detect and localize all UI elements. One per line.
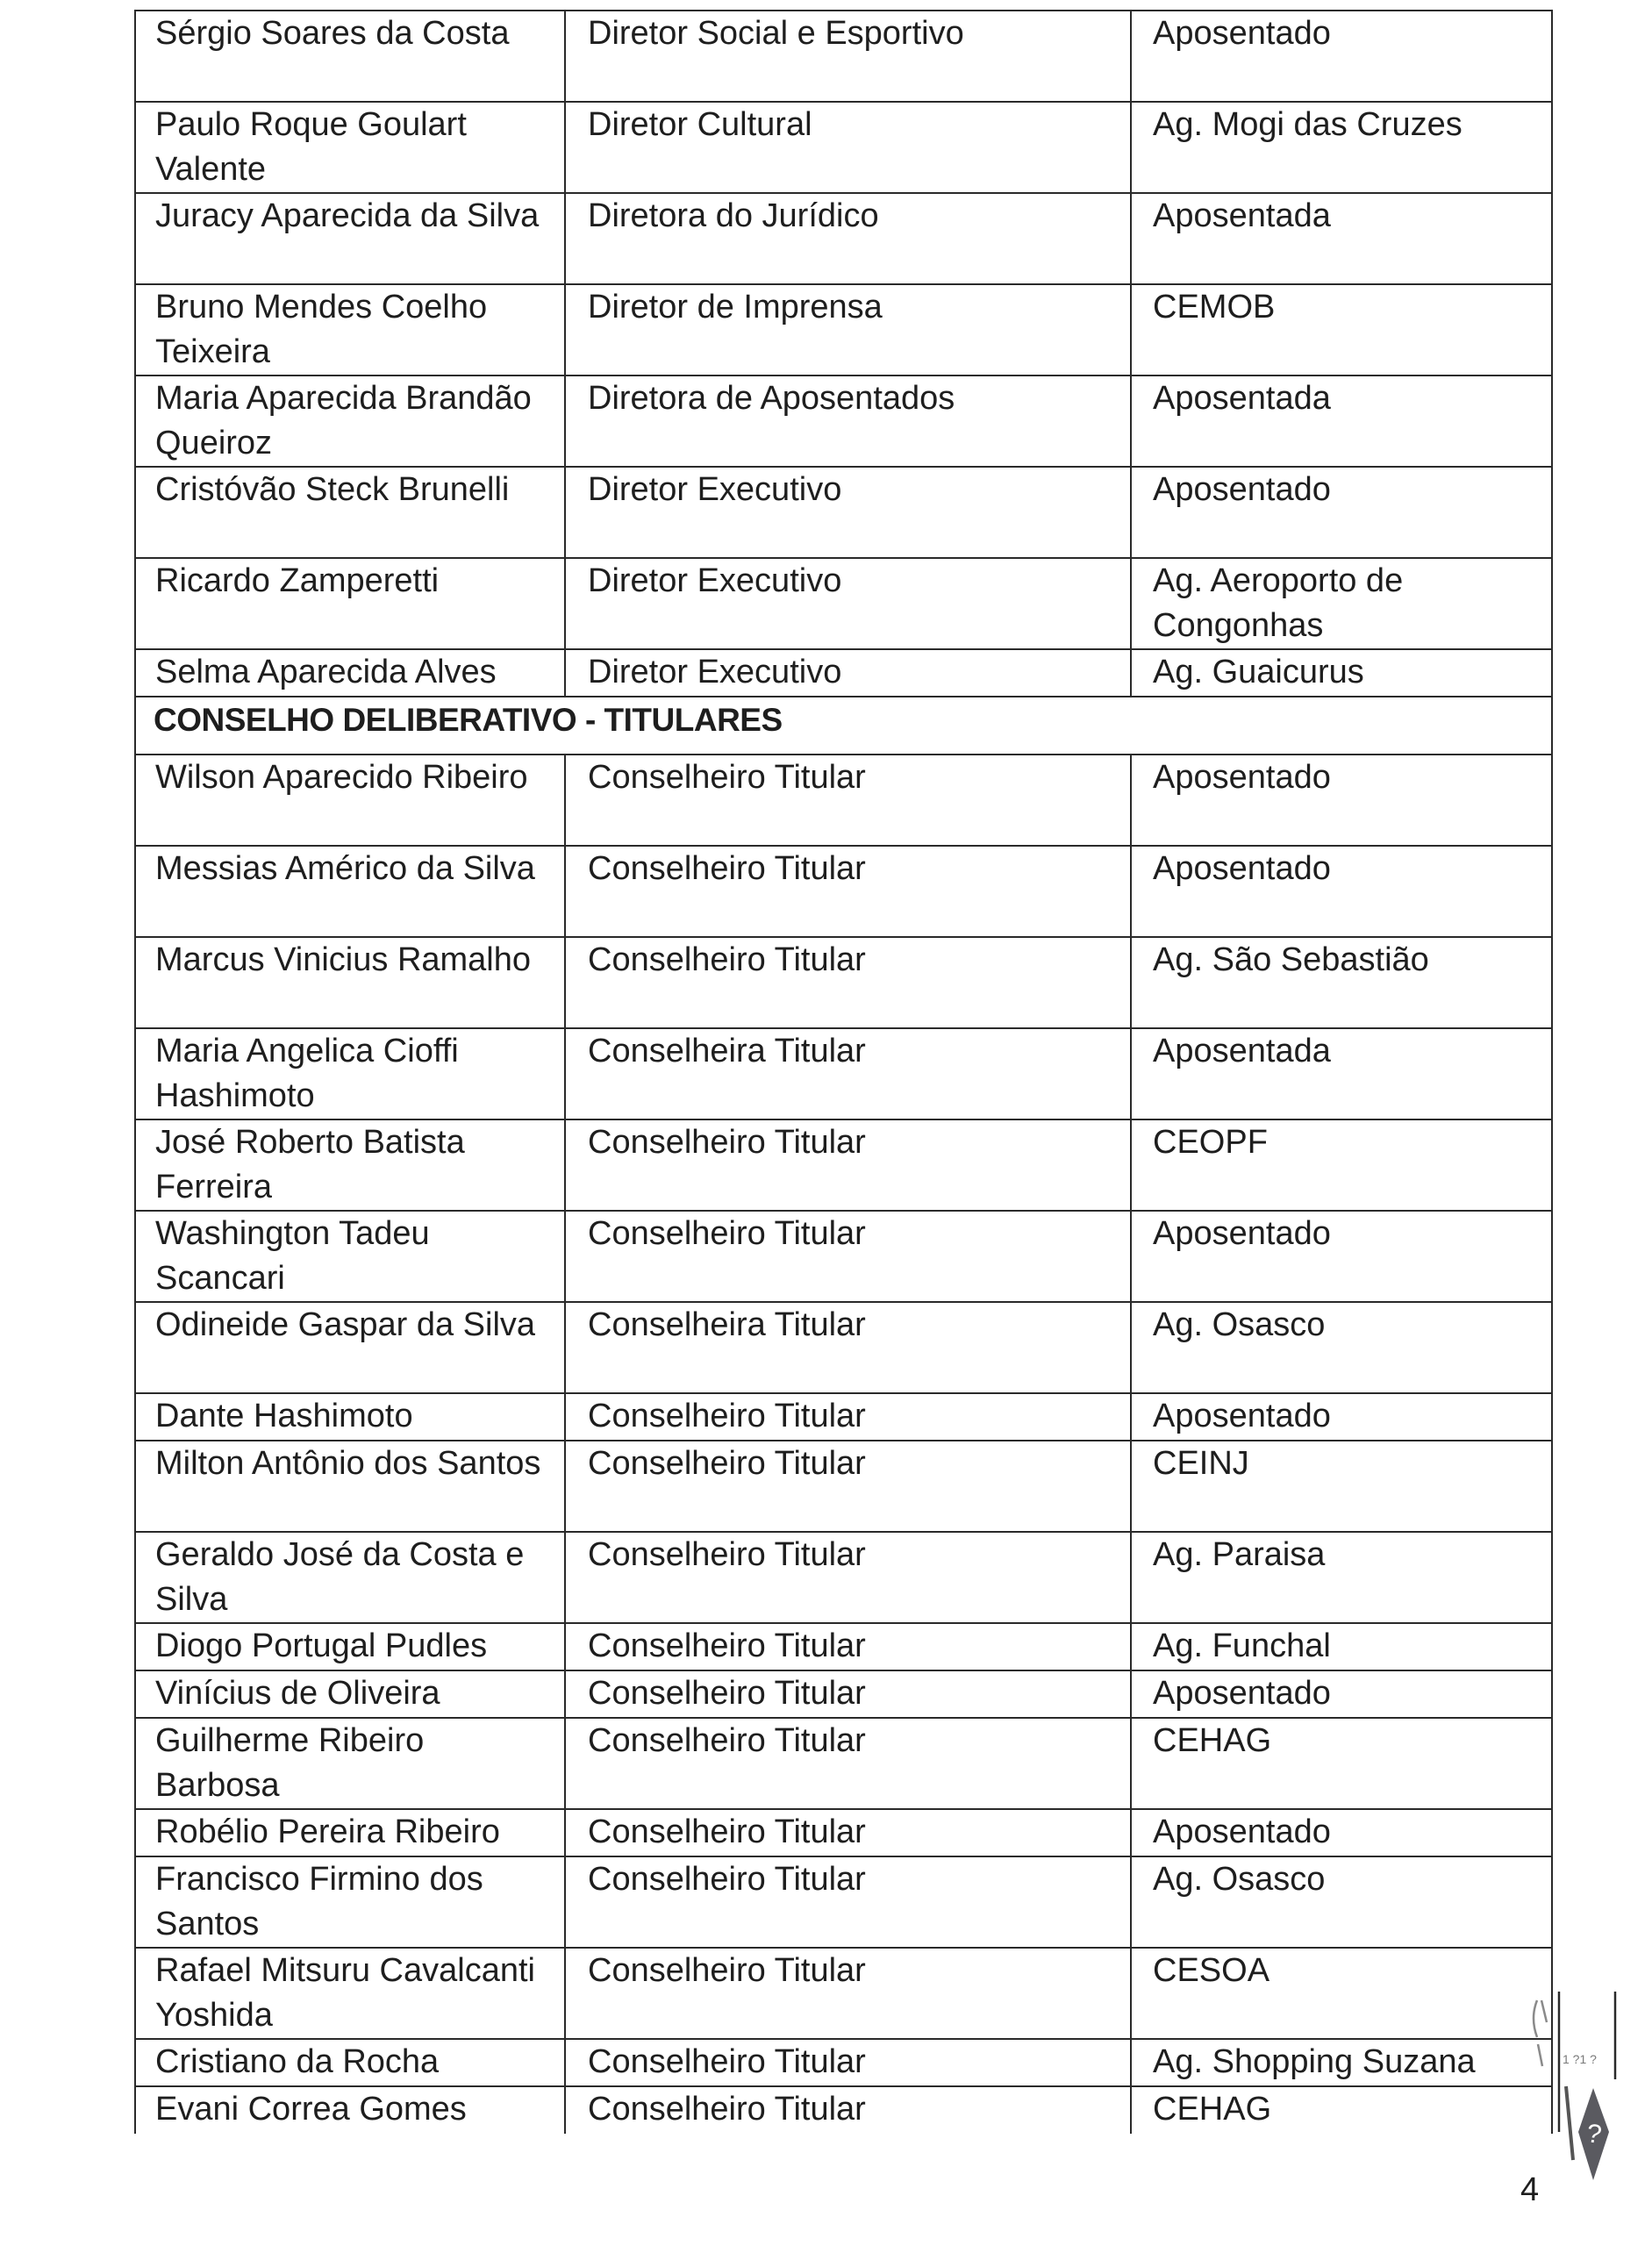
member-name: Dante Hashimoto	[135, 1393, 565, 1441]
member-role: Conselheiro Titular	[565, 1670, 1131, 1718]
table-row	[135, 2039, 1552, 2086]
section-title: CONSELHO DELIBERATIVO - TITULARES	[135, 697, 1552, 755]
member-location: Aposentado	[1131, 467, 1552, 558]
member-role: Conselheiro Titular	[565, 1948, 1131, 2039]
member-role: Conselheiro Titular	[565, 1856, 1131, 1948]
member-location: Aposentada	[1131, 1028, 1552, 1119]
member-role: Diretor Social e Esportivo	[565, 11, 1131, 102]
member-role: Conselheiro Titular	[565, 937, 1131, 1028]
member-name: Rafael Mitsuru Cavalcanti Yoshida	[135, 1948, 565, 2039]
member-location: Ag. Funchal	[1131, 1623, 1552, 1670]
member-location: CEINJ	[1131, 1441, 1552, 1532]
member-name: Messias Américo da Silva	[135, 846, 565, 937]
member-role: Conselheiro Titular	[565, 1119, 1131, 1211]
table-row	[135, 649, 1552, 697]
table-row	[135, 1670, 1552, 1718]
member-name: Geraldo José da Costa e Silva	[135, 1532, 565, 1623]
member-location: Ag. Osasco	[1131, 1856, 1552, 1948]
members-table-body	[135, 11, 1552, 2134]
member-name: Washington Tadeu Scancari	[135, 1211, 565, 1302]
member-name: Maria Angelica Cioffi Hashimoto	[135, 1028, 565, 1119]
member-location: Aposentado	[1131, 1393, 1552, 1441]
member-name: Odineide Gaspar da Silva	[135, 1302, 565, 1393]
table-row	[135, 558, 1552, 649]
member-name: Cristiano da Rocha	[135, 2039, 565, 2086]
member-location: CEOPF	[1131, 1119, 1552, 1211]
member-role: Conselheiro Titular	[565, 1718, 1131, 1809]
member-role: Conselheira Titular	[565, 1028, 1131, 1119]
member-role: Conselheiro Titular	[565, 2086, 1131, 2134]
member-name: Selma Aparecida Alves	[135, 649, 565, 697]
table-row	[135, 1532, 1552, 1623]
member-name: Bruno Mendes Coelho Teixeira	[135, 284, 565, 376]
members-table	[134, 10, 1553, 2134]
member-name: Sérgio Soares da Costa	[135, 11, 565, 102]
member-name: Milton Antônio dos Santos	[135, 1441, 565, 1532]
table-row	[135, 1856, 1552, 1948]
member-role: Diretora de Aposentados	[565, 376, 1131, 467]
member-name: Marcus Vinicius Ramalho	[135, 937, 565, 1028]
member-role: Conselheiro Titular	[565, 755, 1131, 846]
table-row	[135, 1211, 1552, 1302]
member-location: Aposentado	[1131, 1211, 1552, 1302]
member-name: Diogo Portugal Pudles	[135, 1623, 565, 1670]
initials-signature-icon	[1491, 1992, 1652, 2185]
member-role: Conselheiro Titular	[565, 1623, 1131, 1670]
member-location: Aposentado	[1131, 11, 1552, 102]
member-name: Juracy Aparecida da Silva	[135, 193, 565, 284]
table-row	[135, 937, 1552, 1028]
member-role: Diretor Cultural	[565, 102, 1131, 193]
member-role: Diretor Executivo	[565, 558, 1131, 649]
member-location: Ag. Paraisa	[1131, 1532, 1552, 1623]
table-row	[135, 1718, 1552, 1809]
table-row	[135, 193, 1552, 284]
member-role: Diretor Executivo	[565, 467, 1131, 558]
member-location: Aposentada	[1131, 376, 1552, 467]
page-number: 4	[1520, 2171, 1540, 2208]
table-row	[135, 1441, 1552, 1532]
member-location: CESOA	[1131, 1948, 1552, 2039]
member-location: Ag. Osasco	[1131, 1302, 1552, 1393]
table-row	[135, 2086, 1552, 2134]
table-row	[135, 1948, 1552, 2039]
member-role: Conselheiro Titular	[565, 1532, 1131, 1623]
table-row	[135, 1809, 1552, 1856]
member-name: Wilson Aparecido Ribeiro	[135, 755, 565, 846]
member-role: Conselheiro Titular	[565, 1809, 1131, 1856]
member-role: Diretor de Imprensa	[565, 284, 1131, 376]
member-name: Vinícius de Oliveira	[135, 1670, 565, 1718]
member-name: José Roberto Batista Ferreira	[135, 1119, 565, 1211]
member-name: Ricardo Zamperetti	[135, 558, 565, 649]
table-row	[135, 1393, 1552, 1441]
table-row	[135, 467, 1552, 558]
member-name: Robélio Pereira Ribeiro	[135, 1809, 565, 1856]
member-role: Conselheiro Titular	[565, 1441, 1131, 1532]
member-location: Ag. São Sebastião	[1131, 937, 1552, 1028]
member-role: Diretora do Jurídico	[565, 193, 1131, 284]
member-name: Cristóvão Steck Brunelli	[135, 467, 565, 558]
table-row	[135, 102, 1552, 193]
table-row	[135, 1119, 1552, 1211]
member-role: Conselheiro Titular	[565, 2039, 1131, 2086]
member-location: Aposentado	[1131, 755, 1552, 846]
member-role: Conselheiro Titular	[565, 1211, 1131, 1302]
table-row	[135, 755, 1552, 846]
member-name: Evani Correa Gomes	[135, 2086, 565, 2134]
member-role: Conselheiro Titular	[565, 846, 1131, 937]
member-role: Conselheira Titular	[565, 1302, 1131, 1393]
table-row	[135, 1302, 1552, 1393]
member-name: Francisco Firmino dos Santos	[135, 1856, 565, 1948]
table-row	[135, 1028, 1552, 1119]
table-row	[135, 376, 1552, 467]
table-row	[135, 11, 1552, 102]
margin-mark-glyphs: 1 ?1 ?	[1563, 2052, 1597, 2066]
table-row	[135, 1623, 1552, 1670]
member-role: Diretor Executivo	[565, 649, 1131, 697]
member-location: Aposentado	[1131, 1670, 1552, 1718]
member-role: Conselheiro Titular	[565, 1393, 1131, 1441]
member-name: Paulo Roque Goulart Valente	[135, 102, 565, 193]
member-location: Aposentada	[1131, 193, 1552, 284]
member-location: CEHAG	[1131, 2086, 1552, 2134]
member-location: Ag. Guaicurus	[1131, 649, 1552, 697]
member-location: Aposentado	[1131, 846, 1552, 937]
member-name: Maria Aparecida Brandão Queiroz	[135, 376, 565, 467]
table-row	[135, 284, 1552, 376]
member-location: Ag. Shopping Suzana	[1131, 2039, 1552, 2086]
member-location: CEMOB	[1131, 284, 1552, 376]
table-row	[135, 846, 1552, 937]
member-location: Ag. Mogi das Cruzes	[1131, 102, 1552, 193]
signature-mark-icon	[1491, 1992, 1652, 2185]
member-location: CEHAG	[1131, 1718, 1552, 1809]
member-name: Guilherme Ribeiro Barbosa	[135, 1718, 565, 1809]
member-location: Aposentado	[1131, 1809, 1552, 1856]
svg-text:?: ?	[1584, 2119, 1604, 2150]
section-header-row	[135, 697, 1552, 755]
member-location: Ag. Aeroporto de Congonhas	[1131, 558, 1552, 649]
